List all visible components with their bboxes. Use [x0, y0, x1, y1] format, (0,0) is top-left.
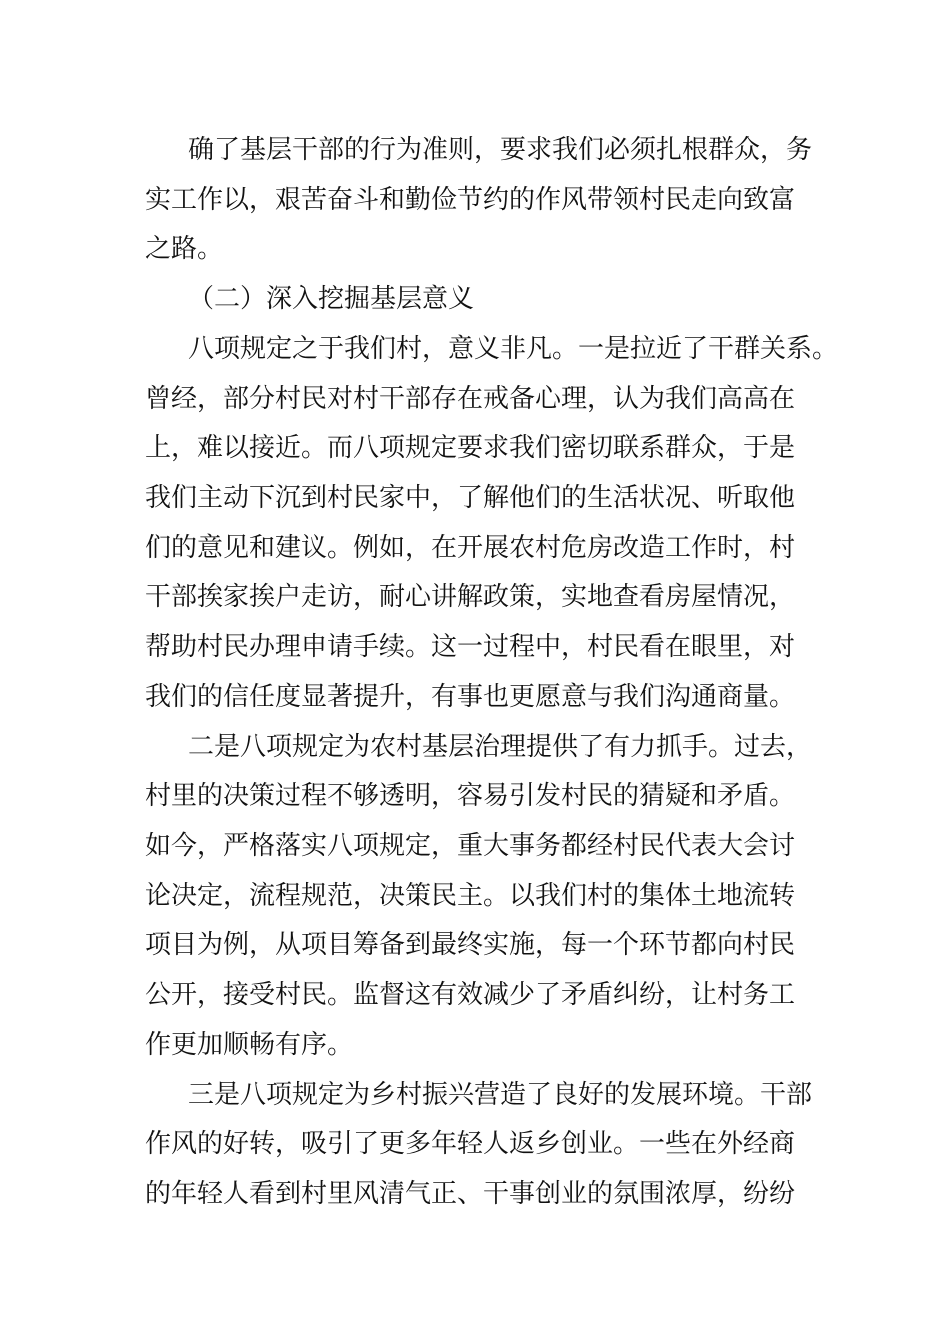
text-line: 我们的信任度显著提升，有事也更愿意与我们沟通商量。	[145, 682, 796, 712]
section-heading: （二）深入挖掘基层意义	[188, 284, 475, 314]
text-line: 八项规定之于我们村，意义非凡。一是拉近了干群关系。	[188, 334, 839, 364]
text-line: 们的意见和建议。例如，在开展农村危房改造工作时，村	[145, 533, 796, 563]
text-line: 作更加顺畅有序。	[145, 1030, 354, 1060]
text-line: 我们主动下沉到村民家中，了解他们的生活状况、听取他	[145, 483, 796, 513]
text-line: 村里的决策过程不够透明，容易引发村民的猜疑和矛盾。	[145, 781, 796, 811]
text-line: 的年轻人看到村里风清气正、干事创业的氛围浓厚，纷纷	[145, 1179, 796, 1209]
text-line: 实工作以，艰苦奋斗和勤俭节约的作风带领村民走向致富	[145, 185, 796, 215]
text-line: 三是八项规定为乡村振兴营造了良好的发展环境。干部	[188, 1080, 813, 1110]
text-line: 论决定，流程规范，决策民主。以我们村的集体土地流转	[145, 881, 796, 911]
text-line: 帮助村民办理申请手续。这一过程中，村民看在眼里，对	[145, 632, 796, 662]
text-line: 上，难以接近。而八项规定要求我们密切联系群众，于是	[145, 433, 796, 463]
text-line: 二是八项规定为农村基层治理提供了有力抓手。过去，	[188, 732, 813, 762]
text-line: 之路。	[145, 234, 224, 264]
text-line: 项目为例，从项目筹备到最终实施，每一个环节都向村民	[145, 930, 796, 960]
text-line: 确了基层干部的行为准则，要求我们必须扎根群众，务	[188, 135, 813, 165]
text-line: 干部挨家挨户走访，耐心讲解政策，实地查看房屋情况，	[145, 582, 796, 612]
text-line: 如今，严格落实八项规定，重大事务都经村民代表大会讨	[145, 831, 796, 861]
text-line: 作风的好转，吸引了更多年轻人返乡创业。一些在外经商	[145, 1129, 796, 1159]
text-line: 公开，接受村民。监督这有效减少了矛盾纠纷，让村务工	[145, 980, 796, 1010]
text-line: 曾经，部分村民对村干部存在戒备心理，认为我们高高在	[145, 384, 796, 414]
